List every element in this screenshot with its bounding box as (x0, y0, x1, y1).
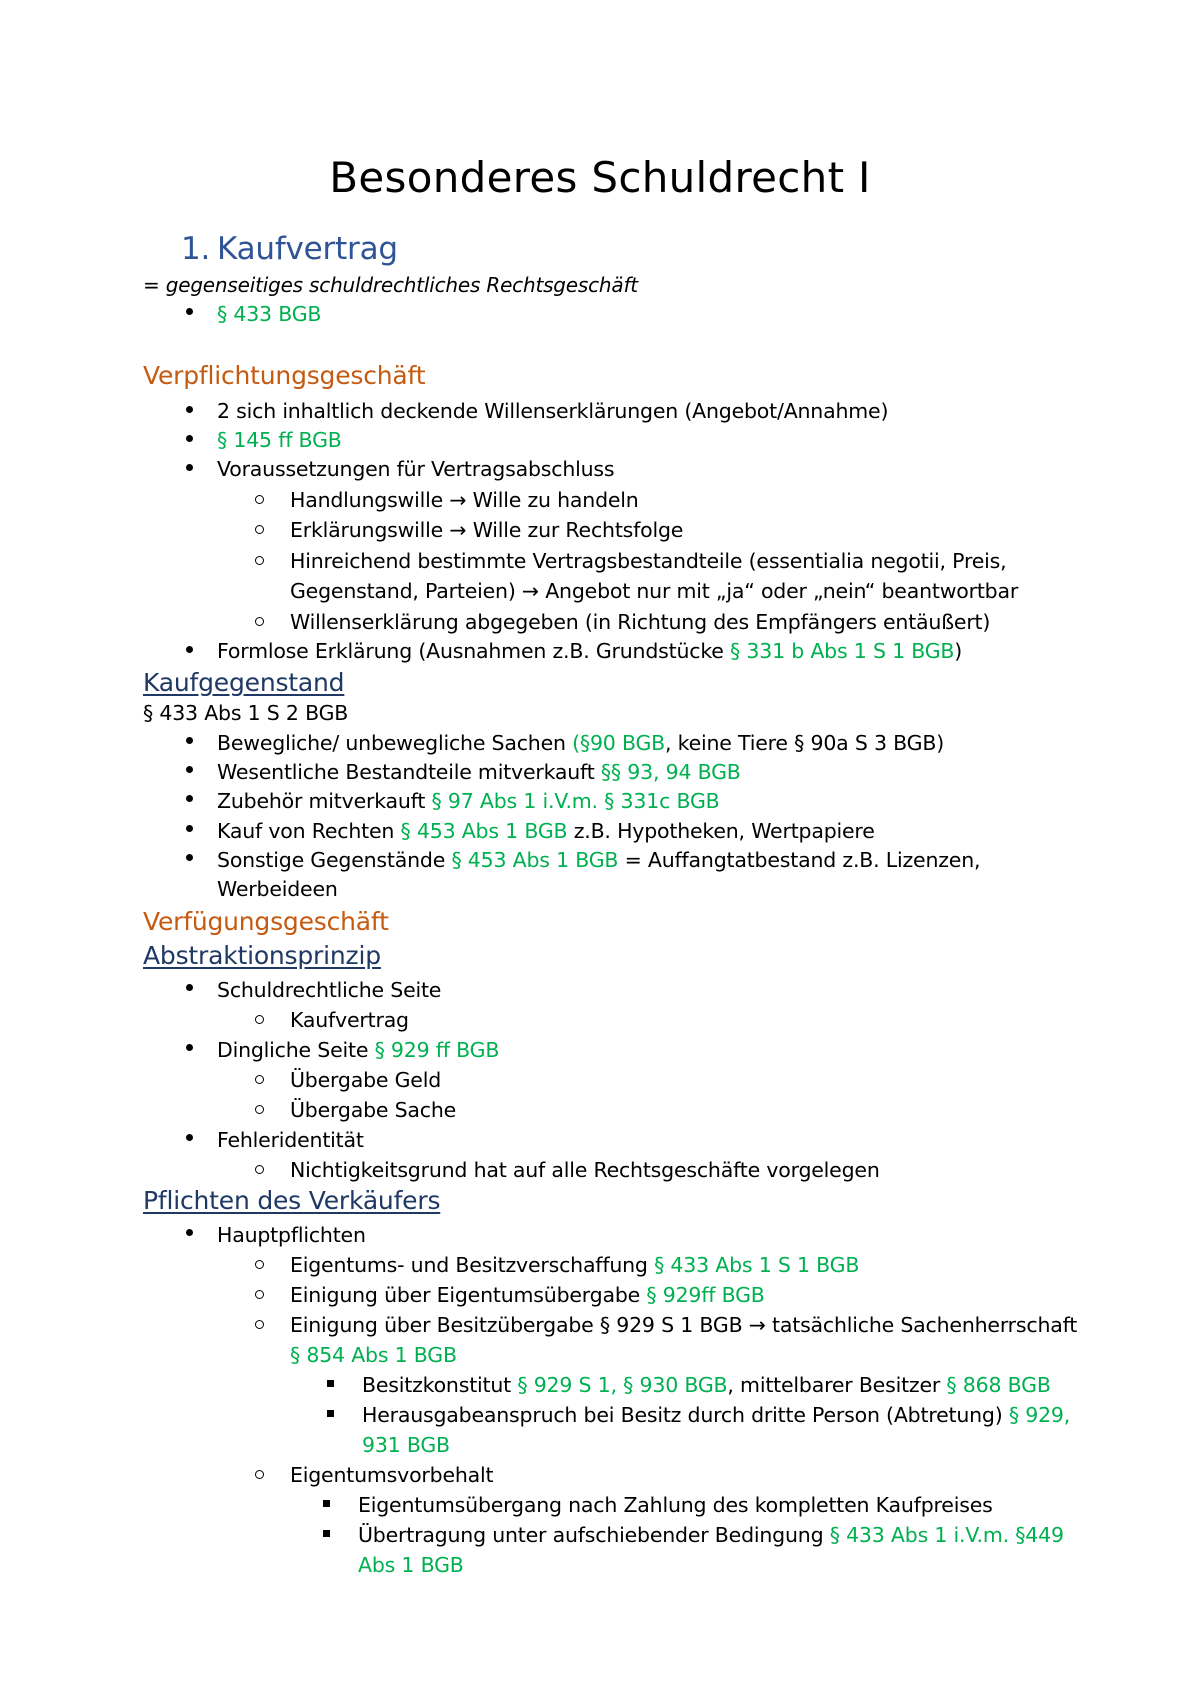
circle-bullet-icon (255, 1470, 264, 1479)
circle-bullet-icon (255, 556, 264, 565)
bullet-icon (186, 464, 193, 471)
item-text: , mittelbarer Besitzer (727, 1373, 947, 1397)
list-item (217, 1035, 499, 1065)
item-text: Sonstige Gegenstände (217, 848, 452, 872)
heading-verfuegungsgeschaeft: Verfügungsgeschäft (143, 907, 389, 936)
sub-sub-list-item (362, 1400, 1070, 1430)
law-reference-plain: § 433 Abs 1 S 2 BGB (143, 701, 349, 725)
law-reference: § 868 BGB (946, 1373, 1051, 1397)
circle-bullet-icon (255, 1320, 264, 1329)
bullet-icon (186, 766, 193, 773)
sub-sub-list-item: Eigentumsübergang nach Zahlung des kompletten Kaufpreises (358, 1493, 993, 1517)
circle-bullet-icon (255, 495, 264, 504)
sub-list-item (290, 1280, 765, 1310)
square-bullet-icon (327, 1380, 334, 1387)
law-reference: § 929ff BGB (646, 1283, 765, 1307)
item-text: Herausgabeanspruch bei Besitz durch dritte Person (Abtretung) (362, 1403, 1009, 1427)
law-reference: § 929 ff BGB (374, 1038, 500, 1062)
sub-list-item: Übergabe Sache (290, 1098, 457, 1122)
sub-list-item: Erklärungswille → Wille zur Rechtsfolge (290, 518, 684, 542)
list-item-continuation: Werbeideen (217, 877, 338, 901)
item-text: Wesentliche Bestandteile mitverkauft (217, 760, 601, 784)
law-reference: § 854 Abs 1 BGB (290, 1343, 457, 1367)
list-item (217, 728, 944, 758)
law-reference: § 331 b Abs 1 S 1 BGB (730, 639, 955, 663)
item-text: Kauf von Rechten (217, 819, 401, 843)
law-reference: § 433 BGB (217, 302, 322, 326)
law-reference: § 929 S 1, § 930 BGB (517, 1373, 728, 1397)
sub-sub-list-item (362, 1370, 1051, 1400)
bullet-icon (186, 406, 193, 413)
circle-bullet-icon (255, 1075, 264, 1084)
list-item: Fehleridentität (217, 1128, 364, 1152)
bullet-icon (186, 308, 193, 315)
section-number: 1. (181, 231, 211, 267)
law-reference: (§90 BGB (572, 731, 666, 755)
law-reference: § 453 Abs 1 BGB (400, 819, 568, 843)
bullet-icon (186, 795, 193, 802)
item-text: = Auffangtatbestand z.B. Lizenzen, (618, 848, 981, 872)
list-item (217, 636, 962, 666)
bullet-icon (186, 435, 193, 442)
list-item (217, 786, 720, 816)
bullet-icon (186, 646, 193, 653)
item-text: Einigung über Eigentumsübergabe (290, 1283, 647, 1307)
law-reference: § 433 Abs 1 i.V.m. §449 (829, 1523, 1064, 1547)
item-text: , keine Tiere § 90a S 3 BGB) (665, 731, 944, 755)
item-text: z.B. Hypotheken, Wertpapiere (567, 819, 875, 843)
law-reference: § 929, (1008, 1403, 1071, 1427)
square-bullet-icon (327, 1410, 334, 1417)
bullet-icon (186, 984, 193, 991)
heading-kaufgegenstand: Kaufgegenstand (143, 668, 345, 697)
law-reference: §§ 93, 94 BGB (600, 760, 741, 784)
sub-list-item: Kaufvertrag (290, 1008, 409, 1032)
sub-list-item: Handlungswille → Wille zu handeln (290, 488, 639, 512)
law-reference: § 433 Abs 1 S 1 BGB (654, 1253, 860, 1277)
item-text: Bewegliche/ unbewegliche Sachen (217, 731, 573, 755)
item-text: Formlose Erklärung (Ausnahmen z.B. Grundstücke (217, 639, 731, 663)
item-text: Eigentums- und Besitzverschaffung (290, 1253, 655, 1277)
square-bullet-icon (323, 1500, 330, 1507)
circle-bullet-icon (255, 1165, 264, 1174)
sub-list-item (290, 1250, 859, 1280)
circle-bullet-icon (255, 1260, 264, 1269)
item-text: Übertragung unter aufschiebender Bedingung (358, 1523, 830, 1547)
heading-verpflichtungsgeschaeft: Verpflichtungsgeschäft (143, 361, 426, 390)
circle-bullet-icon (255, 1290, 264, 1299)
sub-list-item-continuation: Gegenstand, Parteien) → Angebot nur mit „ja“ oder „nein“ beantwortbar (290, 579, 1019, 603)
list-item: Voraussetzungen für Vertragsabschluss (217, 457, 615, 481)
item-text: Besitzkonstitut (362, 1373, 518, 1397)
circle-bullet-icon (255, 617, 264, 626)
law-reference: § 97 Abs 1 i.V.m. § 331c BGB (431, 789, 720, 813)
circle-bullet-icon (255, 525, 264, 534)
list-item (217, 757, 741, 787)
item-text: Dingliche Seite (217, 1038, 375, 1062)
list-item: Hauptpflichten (217, 1223, 366, 1247)
sub-list-item: Eigentumsvorbehalt (290, 1463, 494, 1487)
law-reference: Abs 1 BGB (358, 1553, 464, 1577)
section-heading-text: Kaufvertrag (217, 231, 398, 267)
list-item (217, 845, 980, 875)
circle-bullet-icon (255, 1105, 264, 1114)
sub-list-item: Nichtigkeitsgrund hat auf alle Rechtsgeschäfte vorgelegen (290, 1158, 880, 1182)
bullet-icon (186, 737, 193, 744)
law-reference: § 145 ff BGB (217, 428, 342, 452)
sub-sub-list-item (358, 1520, 1064, 1550)
bullet-icon (186, 1134, 193, 1141)
square-bullet-icon (323, 1530, 330, 1537)
page-title: Besonderes Schuldrecht I (329, 153, 871, 202)
sub-list-item: Hinreichend bestimmte Vertragsbestandteile (essentialia negotii, Preis, (290, 549, 1007, 573)
sub-list-item: Übergabe Geld (290, 1068, 442, 1092)
law-reference: 931 BGB (362, 1433, 450, 1457)
law-reference: § 453 Abs 1 BGB (451, 848, 619, 872)
item-text: Zubehör mitverkauft (217, 789, 432, 813)
bullet-icon (186, 1229, 193, 1236)
heading-pflichten-des-verkaeufers: Pflichten des Verkäufers (143, 1186, 441, 1215)
bullet-icon (186, 854, 193, 861)
sub-list-item: Einigung über Besitzübergabe § 929 S 1 BGB → tatsächliche Sachenherrschaft (290, 1313, 1078, 1337)
item-text: ) (954, 639, 963, 663)
list-item (217, 816, 875, 846)
bullet-icon (186, 1044, 193, 1051)
list-item: 2 sich inhaltlich deckende Willenserklärungen (Angebot/Annahme) (217, 399, 889, 423)
heading-abstraktionsprinzip: Abstraktionsprinzip (143, 941, 381, 970)
list-item: Schuldrechtliche Seite (217, 978, 442, 1002)
section-heading-kaufvertrag (181, 229, 398, 269)
bullet-icon (186, 825, 193, 832)
sub-list-item: Willenserklärung abgegeben (in Richtung des Empfängers entäußert) (290, 610, 991, 634)
circle-bullet-icon (255, 1015, 264, 1024)
definition-text: = gegenseitiges schuldrechtliches Rechtsgeschäft (143, 273, 638, 297)
